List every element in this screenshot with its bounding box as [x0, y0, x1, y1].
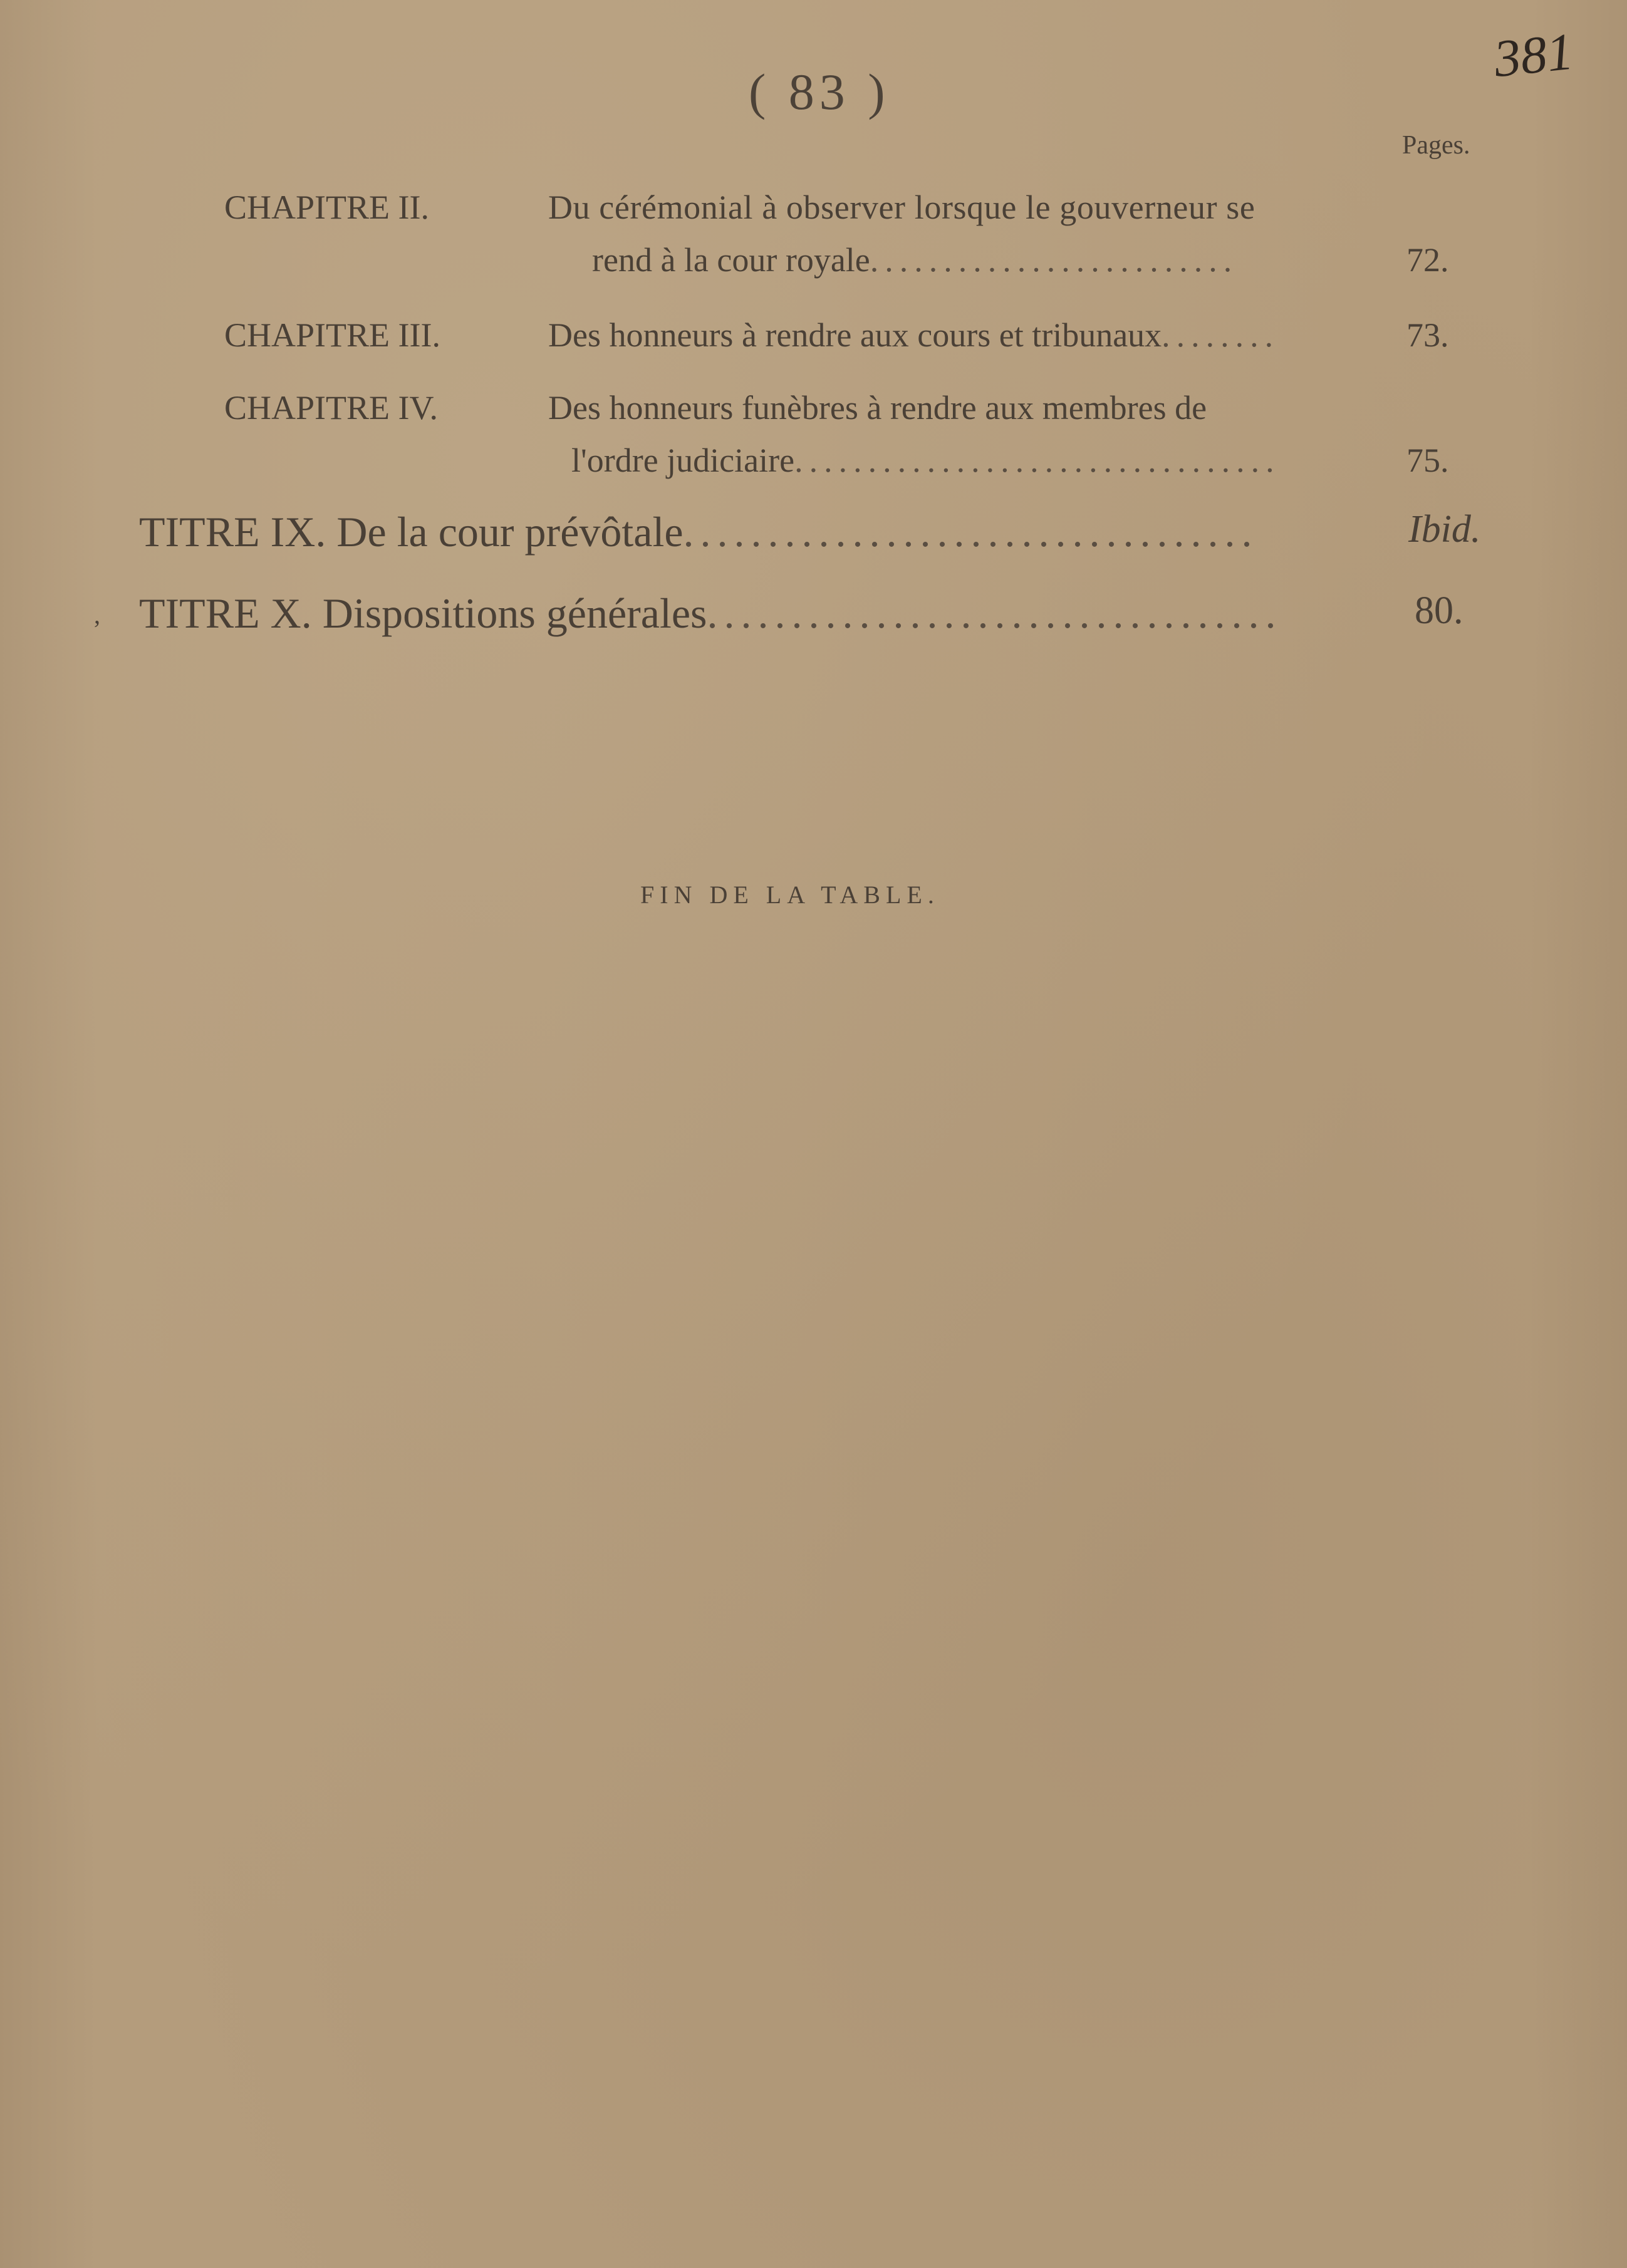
margin-mark: , [94, 601, 100, 629]
chapter-description-text: l'ordre judiciaire [571, 442, 795, 479]
chapter-description-text: rend à la cour royale [592, 241, 870, 279]
titre-page-number: Ibid. [1408, 508, 1481, 551]
chapter-description-line1: Des honneurs funèbres à rendre aux membres de [548, 389, 1207, 427]
titre-text: TITRE X. Dispositions générales [139, 589, 707, 637]
chapter-label: CHAPITRE II. [224, 189, 429, 226]
dot-leader: .................................. [683, 508, 1259, 556]
chapter-description-line2 [592, 241, 1400, 284]
titre-line [139, 507, 1386, 564]
chapter-label: CHAPITRE IV. [224, 389, 439, 427]
chapter-description-text: Des honneurs à rendre aux cours et tribunaux [548, 316, 1162, 354]
chapter-page-number: 72. [1406, 241, 1449, 279]
dot-leader: ................................. [794, 442, 1281, 479]
chapter-label: CHAPITRE III. [224, 316, 440, 354]
titre-line [139, 589, 1386, 645]
titre-text: TITRE IX. De la cour prévôtale [139, 508, 684, 556]
end-of-table-caption: FIN DE LA TABLE. [640, 881, 940, 909]
handwritten-folio-number: 381 [1491, 22, 1576, 89]
dot-leader: .................................. [707, 589, 1282, 637]
chapter-description-line1 [548, 316, 1388, 360]
chapter-description-line1: Du cérémonial à observer lorsque le gouverneur se [548, 189, 1255, 226]
pages-column-header: Pages. [1402, 131, 1470, 160]
page-number: ( 83 ) [749, 63, 890, 120]
titre-page-number: 80. [1415, 589, 1463, 632]
dot-leader: ........ [1162, 316, 1280, 354]
chapter-description-line2 [571, 441, 1398, 485]
chapter-page-number: 73. [1406, 316, 1449, 354]
chapter-page-number: 75. [1406, 442, 1449, 479]
dot-leader: ......................... [870, 241, 1239, 279]
